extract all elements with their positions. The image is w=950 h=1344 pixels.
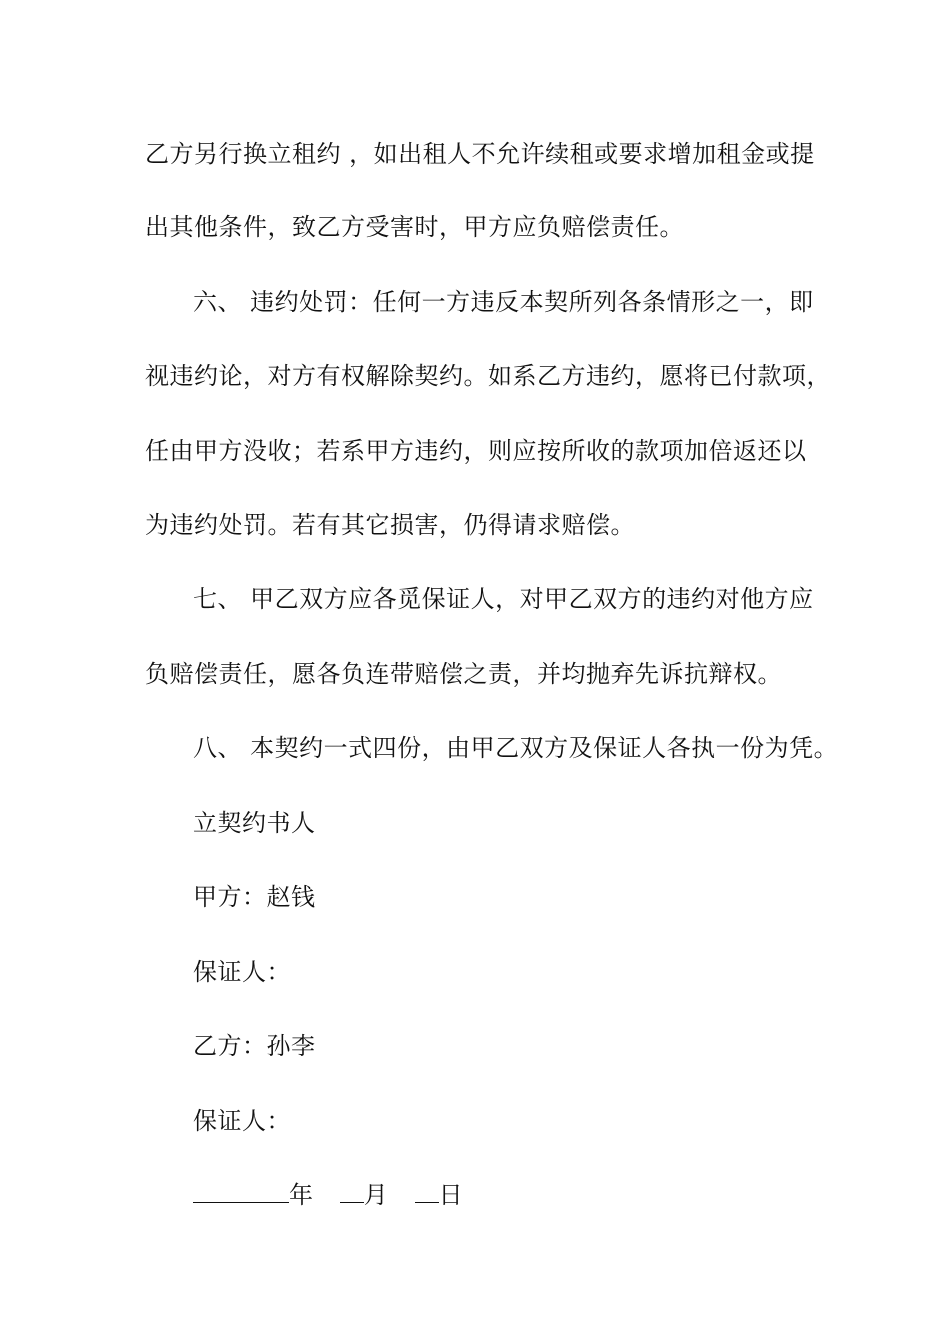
day-label: 日 bbox=[438, 1181, 464, 1209]
paragraph-6-line-3: 任由甲方没收；若系甲方违约，则应按所收的款项加倍返还以 bbox=[145, 437, 807, 465]
day-blank bbox=[415, 1180, 439, 1203]
paragraph-8-line-1: 八、 本契约一式四份，由甲乙双方及保证人各执一份为凭。 bbox=[193, 734, 839, 762]
paragraph-5-line-2: 出其他条件，致乙方受害时，甲方应负赔偿责任。 bbox=[145, 213, 684, 241]
month-label: 月 bbox=[363, 1181, 389, 1209]
party-b-line: 乙方：孙李 bbox=[193, 1032, 316, 1060]
year-blank bbox=[193, 1180, 289, 1203]
paragraph-6-line-4: 为违约处罚。若有其它损害，仍得请求赔偿。 bbox=[145, 511, 635, 539]
guarantor-b-line: 保证人： bbox=[193, 1107, 291, 1135]
date-line bbox=[193, 1180, 463, 1210]
paragraph-6-line-1: 六、 违约处罚：任何一方违反本契所列各条情形之一，即 bbox=[193, 288, 814, 316]
guarantor-a-line: 保证人： bbox=[193, 958, 291, 986]
paragraph-7-line-2: 负赔偿责任，愿各负连带赔偿之责，并均抛弃先诉抗辩权。 bbox=[145, 660, 782, 688]
month-blank bbox=[340, 1180, 364, 1203]
paragraph-5-line-1: 乙方另行换立租约 ，如出租人不允许续租或要求增加租金或提 bbox=[145, 140, 815, 168]
paragraph-7-line-1: 七、 甲乙双方应各觅保证人，对甲乙双方的违约对他方应 bbox=[193, 585, 814, 613]
party-a-line: 甲方：赵钱 bbox=[193, 883, 316, 911]
paragraph-6-line-2: 视违约论，对方有权解除契约。如系乙方违约，愿将已付款项， bbox=[145, 362, 831, 390]
signatory-heading: 立契约书人 bbox=[193, 809, 316, 837]
year-label: 年 bbox=[289, 1181, 314, 1209]
